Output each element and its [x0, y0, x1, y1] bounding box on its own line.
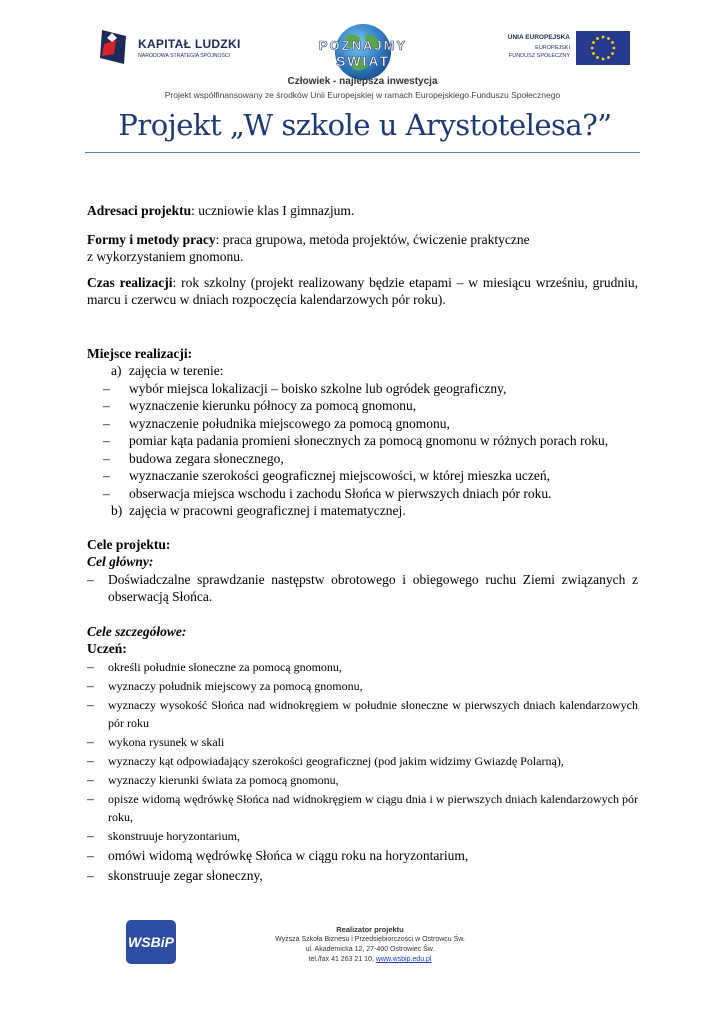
adresaci-paragraph — [87, 202, 638, 220]
document-title: Projekt „W szkole u Arystotelesa?” — [118, 108, 612, 142]
list-item: – wyznaczy kierunki świata za pomocą gnomonu, — [87, 771, 638, 789]
ue-line2: EUROPEJSKI — [535, 45, 570, 51]
miejsce-a-marker: a) — [111, 363, 122, 378]
cofinancing-note: Projekt współfinansowany ze środków Unii Europejskiej w ramach Europejskiego Funduszu Społecznego — [164, 90, 561, 100]
list-item: – opisze widomą wędrówkę Słońca nad widnokręgiem w ciągu dnia i w pierwszych dniach kalendarzowych pór roku, — [87, 790, 638, 826]
formy-label: Formy i metody pracy — [87, 231, 216, 247]
list-item: – skonstruuje zegar słoneczny, — [87, 866, 638, 885]
list-item: – pomiar kąta padania promieni słonecznych za pomocą gnomonu w różnych porach roku, — [87, 432, 638, 450]
miejsce-b-text: zajęcia w pracowni geograficznej i matematycznej. — [129, 503, 406, 518]
miejsce-label: Miejsce realizacji: — [87, 345, 193, 361]
cel-glowny-label: Cel główny: — [87, 554, 154, 569]
miejsce-a-text: zajęcia w terenie: — [129, 363, 224, 378]
kapital-ludzki-logo — [98, 28, 258, 70]
adresaci-label: Adresaci projektu — [87, 203, 192, 218]
ue-efs-logo — [490, 31, 630, 65]
poznajmy-swiat-logo — [308, 22, 418, 82]
list-item: – obserwacja miejsca wschodu i zachodu Słońca w pierwszych dniach pór roku. — [87, 485, 638, 503]
formy-paragraph — [87, 231, 638, 266]
cele-szczegolowe-list — [87, 658, 638, 885]
cel-glowny-list — [87, 571, 638, 606]
list-item: – wyznaczenie kierunku północy za pomocą gnomonu, — [87, 397, 638, 415]
wsbip-logo-text: WSBiP — [128, 934, 174, 950]
list-item: – wyznaczy kąt odpowiadający szerokości geograficznej (pod jakim widzimy Gwiazdę Polarną), — [87, 752, 638, 770]
list-item: – wykona rysunek w skali — [87, 733, 638, 751]
title-underline — [85, 152, 640, 153]
list-item: – wyznaczy wysokość Słońca nad widnokręgiem w południe słoneczne w pierwszych dniach kalendarzowych pór roku — [87, 696, 638, 732]
list-item: – wyznaczy południk miejscowy za pomocą gnomonu, — [87, 677, 638, 695]
cele-szczegolowe-label: Cele szczegółowe: — [87, 623, 187, 639]
footer-heading: Realizator projektu — [336, 925, 404, 934]
ue-line3: FUNDUSZ SPOŁECZNY — [508, 53, 570, 59]
swiat-text: ŚWIAT — [335, 53, 391, 69]
adresaci-text: : uczniowie klas I gimnazjum. — [191, 203, 355, 218]
footer-info — [220, 925, 520, 965]
kapital-ludzki-title: KAPITAŁ LUDZKI — [138, 37, 241, 51]
kapital-ludzki-subtitle: NARODOWA STRATEGIA SPÓJNOŚCI — [138, 53, 231, 59]
footer-website-link[interactable]: www.wsbip.edu.pl — [375, 956, 432, 963]
list-item: – omówi widomą wędrówkę Słońca w ciągu roku na horyzontarium, — [87, 846, 638, 865]
uczen-label: Uczeń: — [87, 641, 127, 656]
formy-text: : praca grupowa, metoda projektów, ćwiczenie praktyczne — [215, 231, 530, 247]
miejsce-a-list — [87, 380, 638, 503]
eu-flag-icon — [576, 31, 630, 65]
list-item: – budowa zegara słonecznego, — [87, 450, 638, 468]
poznajmy-text: POZNAJMY — [318, 38, 408, 53]
czas-paragraph — [87, 274, 638, 309]
footer-line2: ul. Akademicka 12, 27-400 Ostrowiec Św. — [305, 946, 435, 953]
kapital-ludzki-flag-icon — [98, 28, 128, 68]
miejsce-b — [87, 502, 638, 520]
footer-line1: Wyższa Szkoła Biznesu i Przedsiębiorczości w Ostrowcu Św. — [275, 936, 465, 943]
tagline: Człowiek - najlepsza inwestycja — [287, 76, 438, 87]
document-body — [87, 202, 638, 886]
footer-line3: tel./fax 41 263 21 10, — [308, 956, 376, 963]
cele-label: Cele projektu: — [87, 536, 171, 552]
list-item: – określi południe słoneczne za pomocą gnomonu, — [87, 658, 638, 676]
footer-line3-wrap — [220, 955, 520, 965]
list-item: – wyznaczanie szerokości geograficznej miejscowości, w której mieszka uczeń, — [87, 467, 638, 485]
czas-label: Czas realizacji — [87, 274, 173, 290]
list-item: – wybór miejsca lokalizacji – boisko szkolne lub ogródek geograficzny, — [87, 380, 638, 398]
miejsce-b-marker: b) — [111, 503, 123, 518]
list-item: – Doświadczalne sprawdzanie następstw obrotowego i obiegowego ruchu Ziemi związanych z obserwacją Słońca. — [87, 571, 638, 606]
miejsce-a — [87, 362, 638, 380]
list-item: – wyznaczenie południka miejscowego za pomocą gnomonu, — [87, 415, 638, 433]
wsbip-logo — [126, 920, 176, 964]
list-item: – skonstruuje horyzontarium, — [87, 827, 638, 845]
czas-text: : rok szkolny (projekt realizowany będzie etapami – w miesiącu wrześniu, grudniu, marcu i czerwcu w dniach rozpoczęcia kalendarzowych pór roku). — [87, 274, 638, 307]
ue-line1: UNIA EUROPEJSKA — [507, 34, 570, 41]
formy-text-2: z wykorzystaniem gnomonu. — [87, 249, 244, 264]
